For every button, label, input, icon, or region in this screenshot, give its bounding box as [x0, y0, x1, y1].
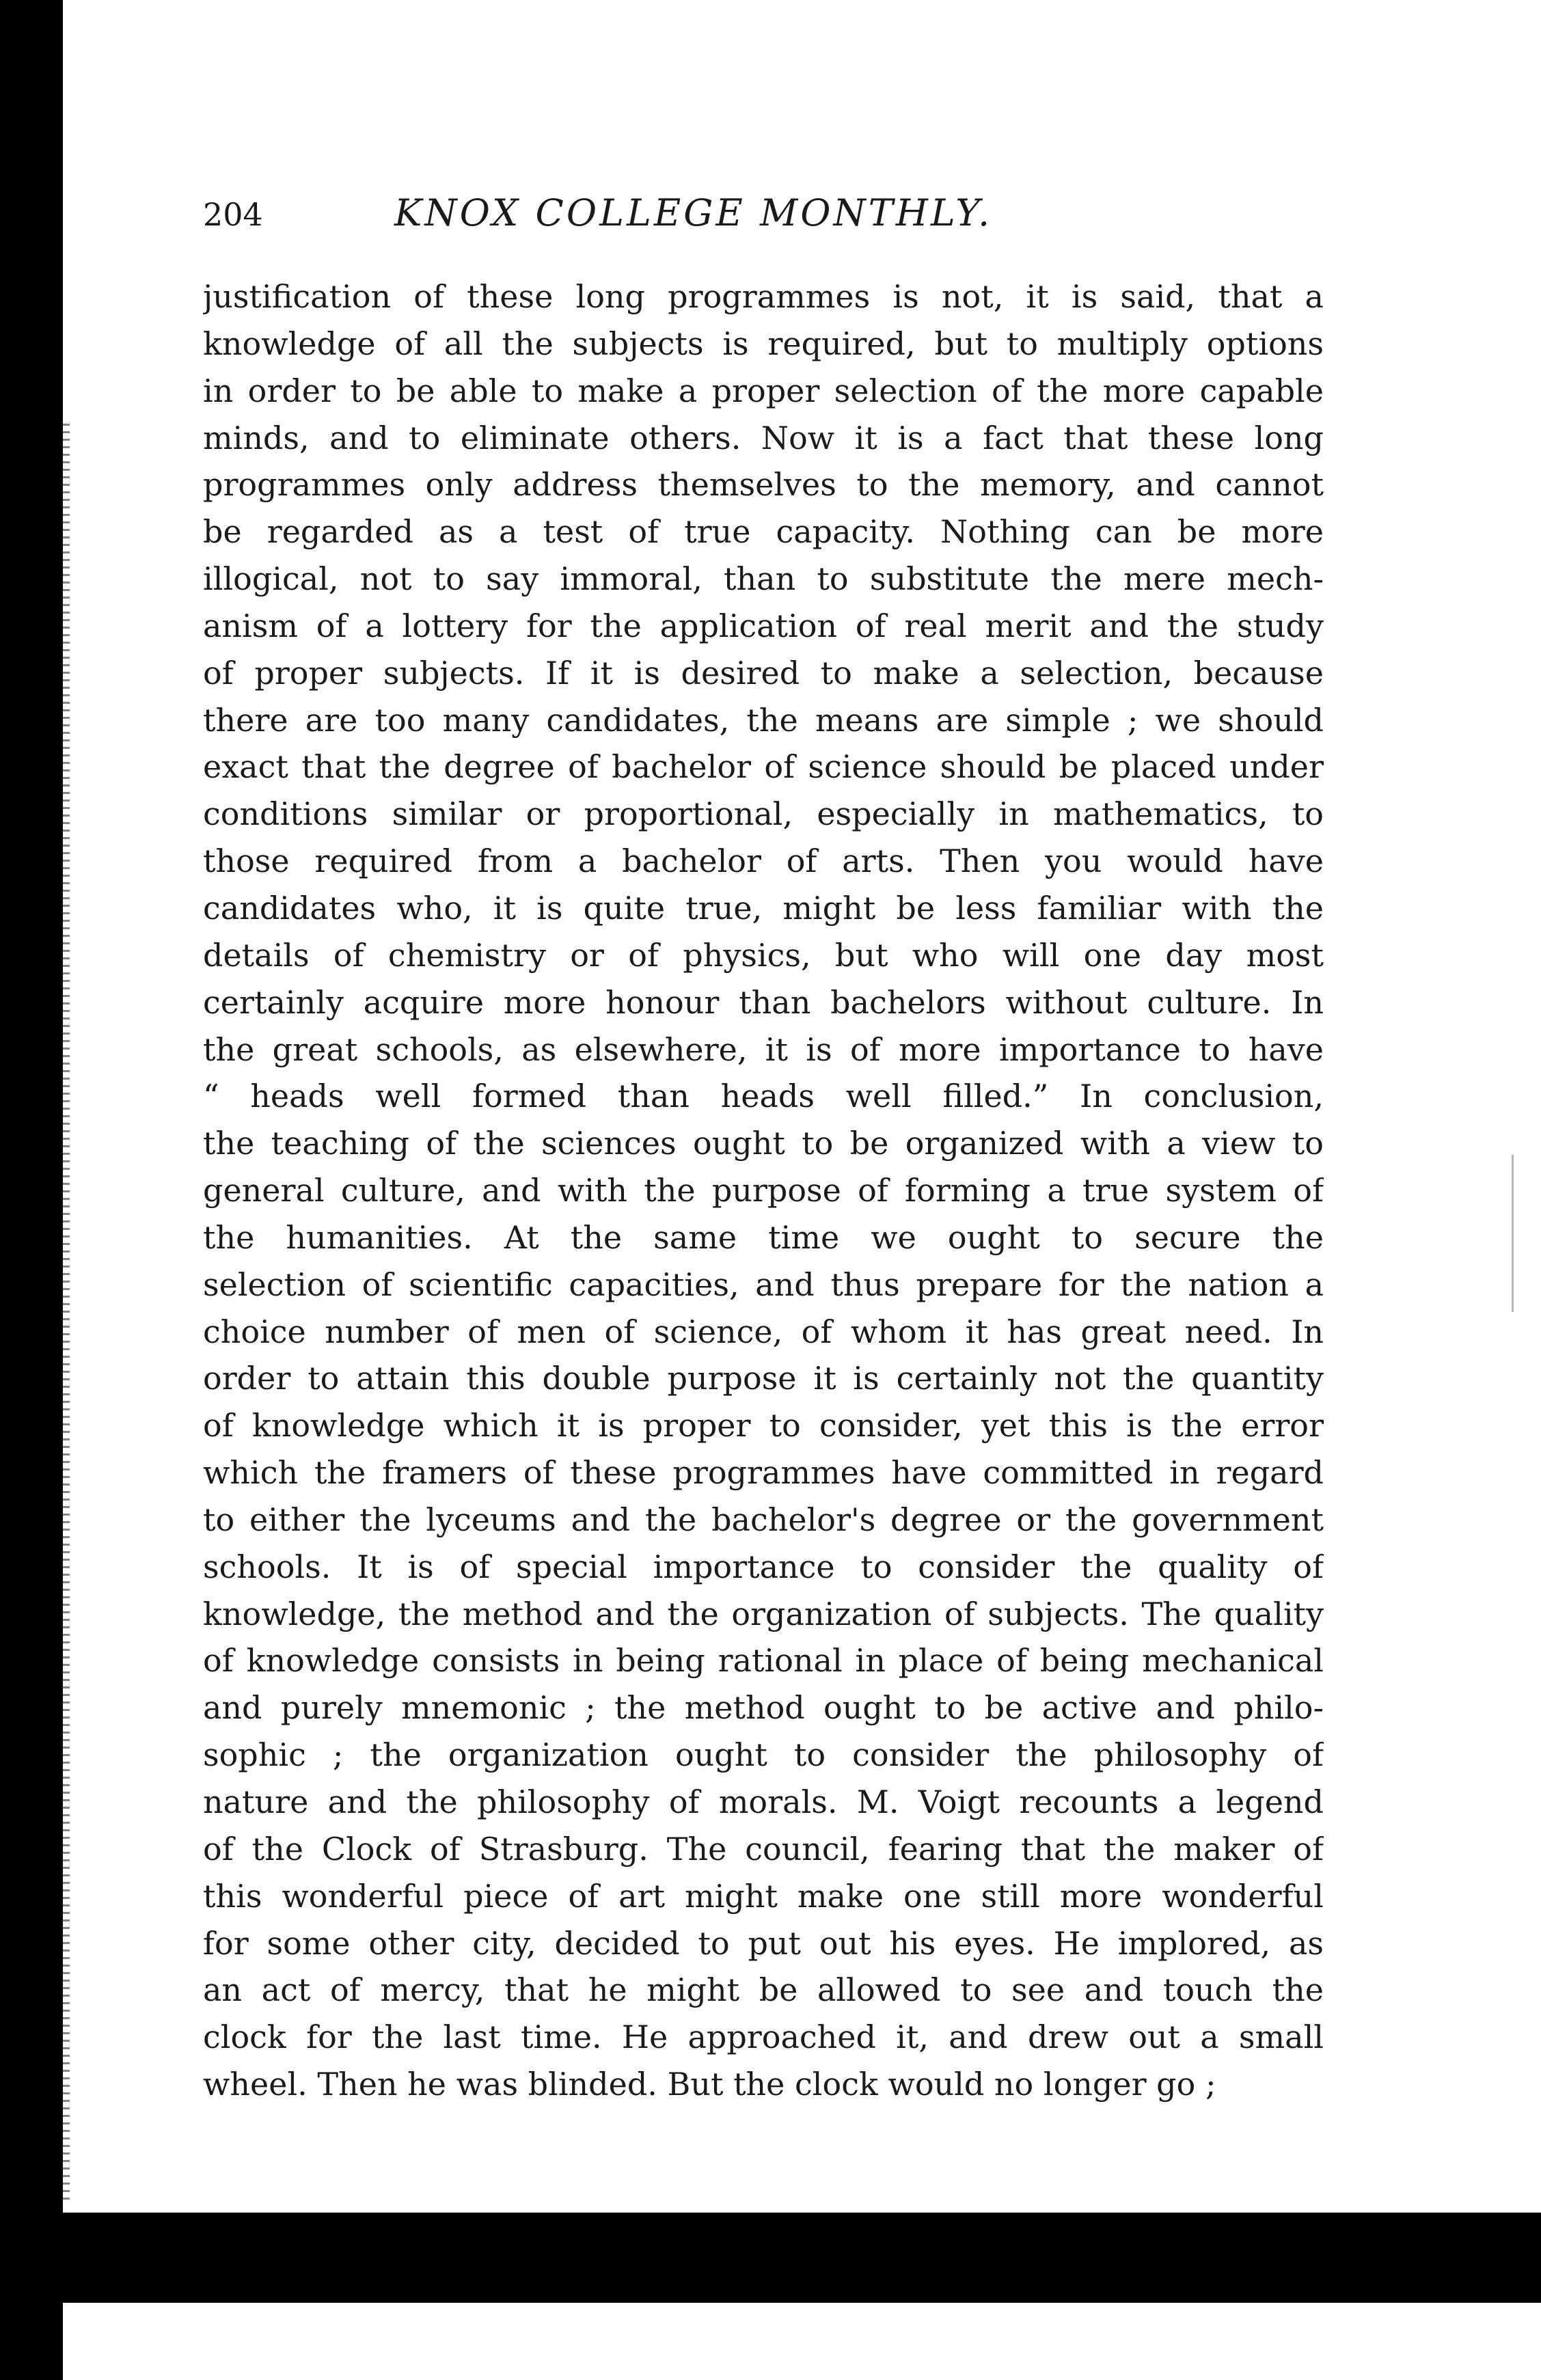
body-line: be regarded as a test of true capacity. Nothing can be more — [203, 513, 1324, 551]
body-line: general culture, and with the purpose of forming a true system of — [203, 1172, 1324, 1209]
body-line: this wonderful piece of art might make one still more wonderful — [203, 1877, 1324, 1915]
body-line: the great schools, as elsewhere, it is of more importance to have — [203, 1030, 1324, 1068]
body-line: programmes only address themselves to the memory, and cannot — [203, 466, 1324, 504]
body-line: those required from a bachelor of arts. Then you would have — [203, 843, 1324, 880]
body-line: schools. It is of special importance to consider the quality of — [203, 1548, 1324, 1585]
page-number: 204 — [203, 196, 263, 233]
body-line: an act of mercy, that he might be allowed to see and touch the — [203, 1971, 1324, 2009]
journal-title: KNOX COLLEGE MONTHLY. — [394, 191, 993, 234]
body-line: of proper subjects. If it is desired to make a selection, because — [203, 654, 1324, 692]
document-page — [203, 191, 1324, 2108]
body-text — [203, 273, 1324, 2108]
body-line: which the framers of these programmes have committed in regard — [203, 1454, 1324, 1492]
body-line: minds, and to eliminate others. Now it is a fact that these long — [203, 419, 1324, 456]
body-line: knowledge of all the subjects is required, but to multiply options — [203, 325, 1324, 362]
scan-artifact-line — [1512, 1155, 1514, 1312]
scan-border-bottom — [48, 2213, 1541, 2303]
body-line: there are too many candidates, the means are simple ; we should — [203, 701, 1324, 739]
body-line: choice number of men of science, of whom it has great need. In — [203, 1313, 1324, 1350]
scan-border-left — [0, 0, 63, 2380]
body-line: illogical, not to say immoral, than to substitute the mere mech- — [203, 560, 1324, 598]
body-line: exact that the degree of bachelor of science should be placed under — [203, 748, 1324, 786]
body-line: for some other city, decided to put out his eyes. He implored, as — [203, 1924, 1324, 1962]
body-line: the teaching of the sciences ought to be organized with a view to — [203, 1125, 1324, 1162]
body-line: candidates who, it is quite true, might be less familiar with the — [203, 889, 1324, 927]
body-line: of the Clock of Strasburg. The council, fearing that the maker of — [203, 1830, 1324, 1868]
body-line: clock for the last time. He approached it, and drew out a small — [203, 2019, 1324, 2056]
body-line: anism of a lottery for the application of real merit and the study — [203, 607, 1324, 644]
scan-border-noise — [63, 424, 70, 2200]
body-line: to either the lyceums and the bachelor's degree or the government — [203, 1501, 1324, 1538]
body-line: of knowledge consists in being rational in place of being mechanical — [203, 1642, 1324, 1680]
body-line: knowledge, the method and the organization of subjects. The quality — [203, 1595, 1324, 1632]
body-line: certainly acquire more honour than bachelors without culture. In — [203, 983, 1324, 1021]
body-line: selection of scientific capacities, and thus prepare for the nation a — [203, 1266, 1324, 1303]
body-line: details of chemistry or of physics, but who will one day most — [203, 936, 1324, 974]
body-line: sophic ; the organization ought to consider the philosophy of — [203, 1736, 1324, 1774]
body-line: in order to be able to make a proper selection of the more capable — [203, 372, 1324, 409]
body-line: justification of these long programmes is not, it is said, that a — [203, 278, 1324, 315]
body-line: “ heads well formed than heads well filled.” In conclusion, — [203, 1078, 1324, 1115]
body-line: and purely mnemonic ; the method ought to be active and philo- — [203, 1689, 1324, 1727]
body-line: wheel. Then he was blinded. But the clock would no longer go ; — [203, 2066, 1216, 2103]
body-line: order to attain this double purpose it is certainly not the quantity — [203, 1360, 1324, 1397]
body-line: nature and the philosophy of morals. M. Voigt recounts a legend — [203, 1783, 1324, 1820]
body-line: conditions similar or proportional, especially in mathematics, to — [203, 795, 1324, 833]
body-line: of knowledge which it is proper to consider, yet this is the error — [203, 1407, 1324, 1445]
running-head — [203, 191, 1324, 253]
body-line: the humanities. At the same time we ought to secure the — [203, 1218, 1324, 1256]
